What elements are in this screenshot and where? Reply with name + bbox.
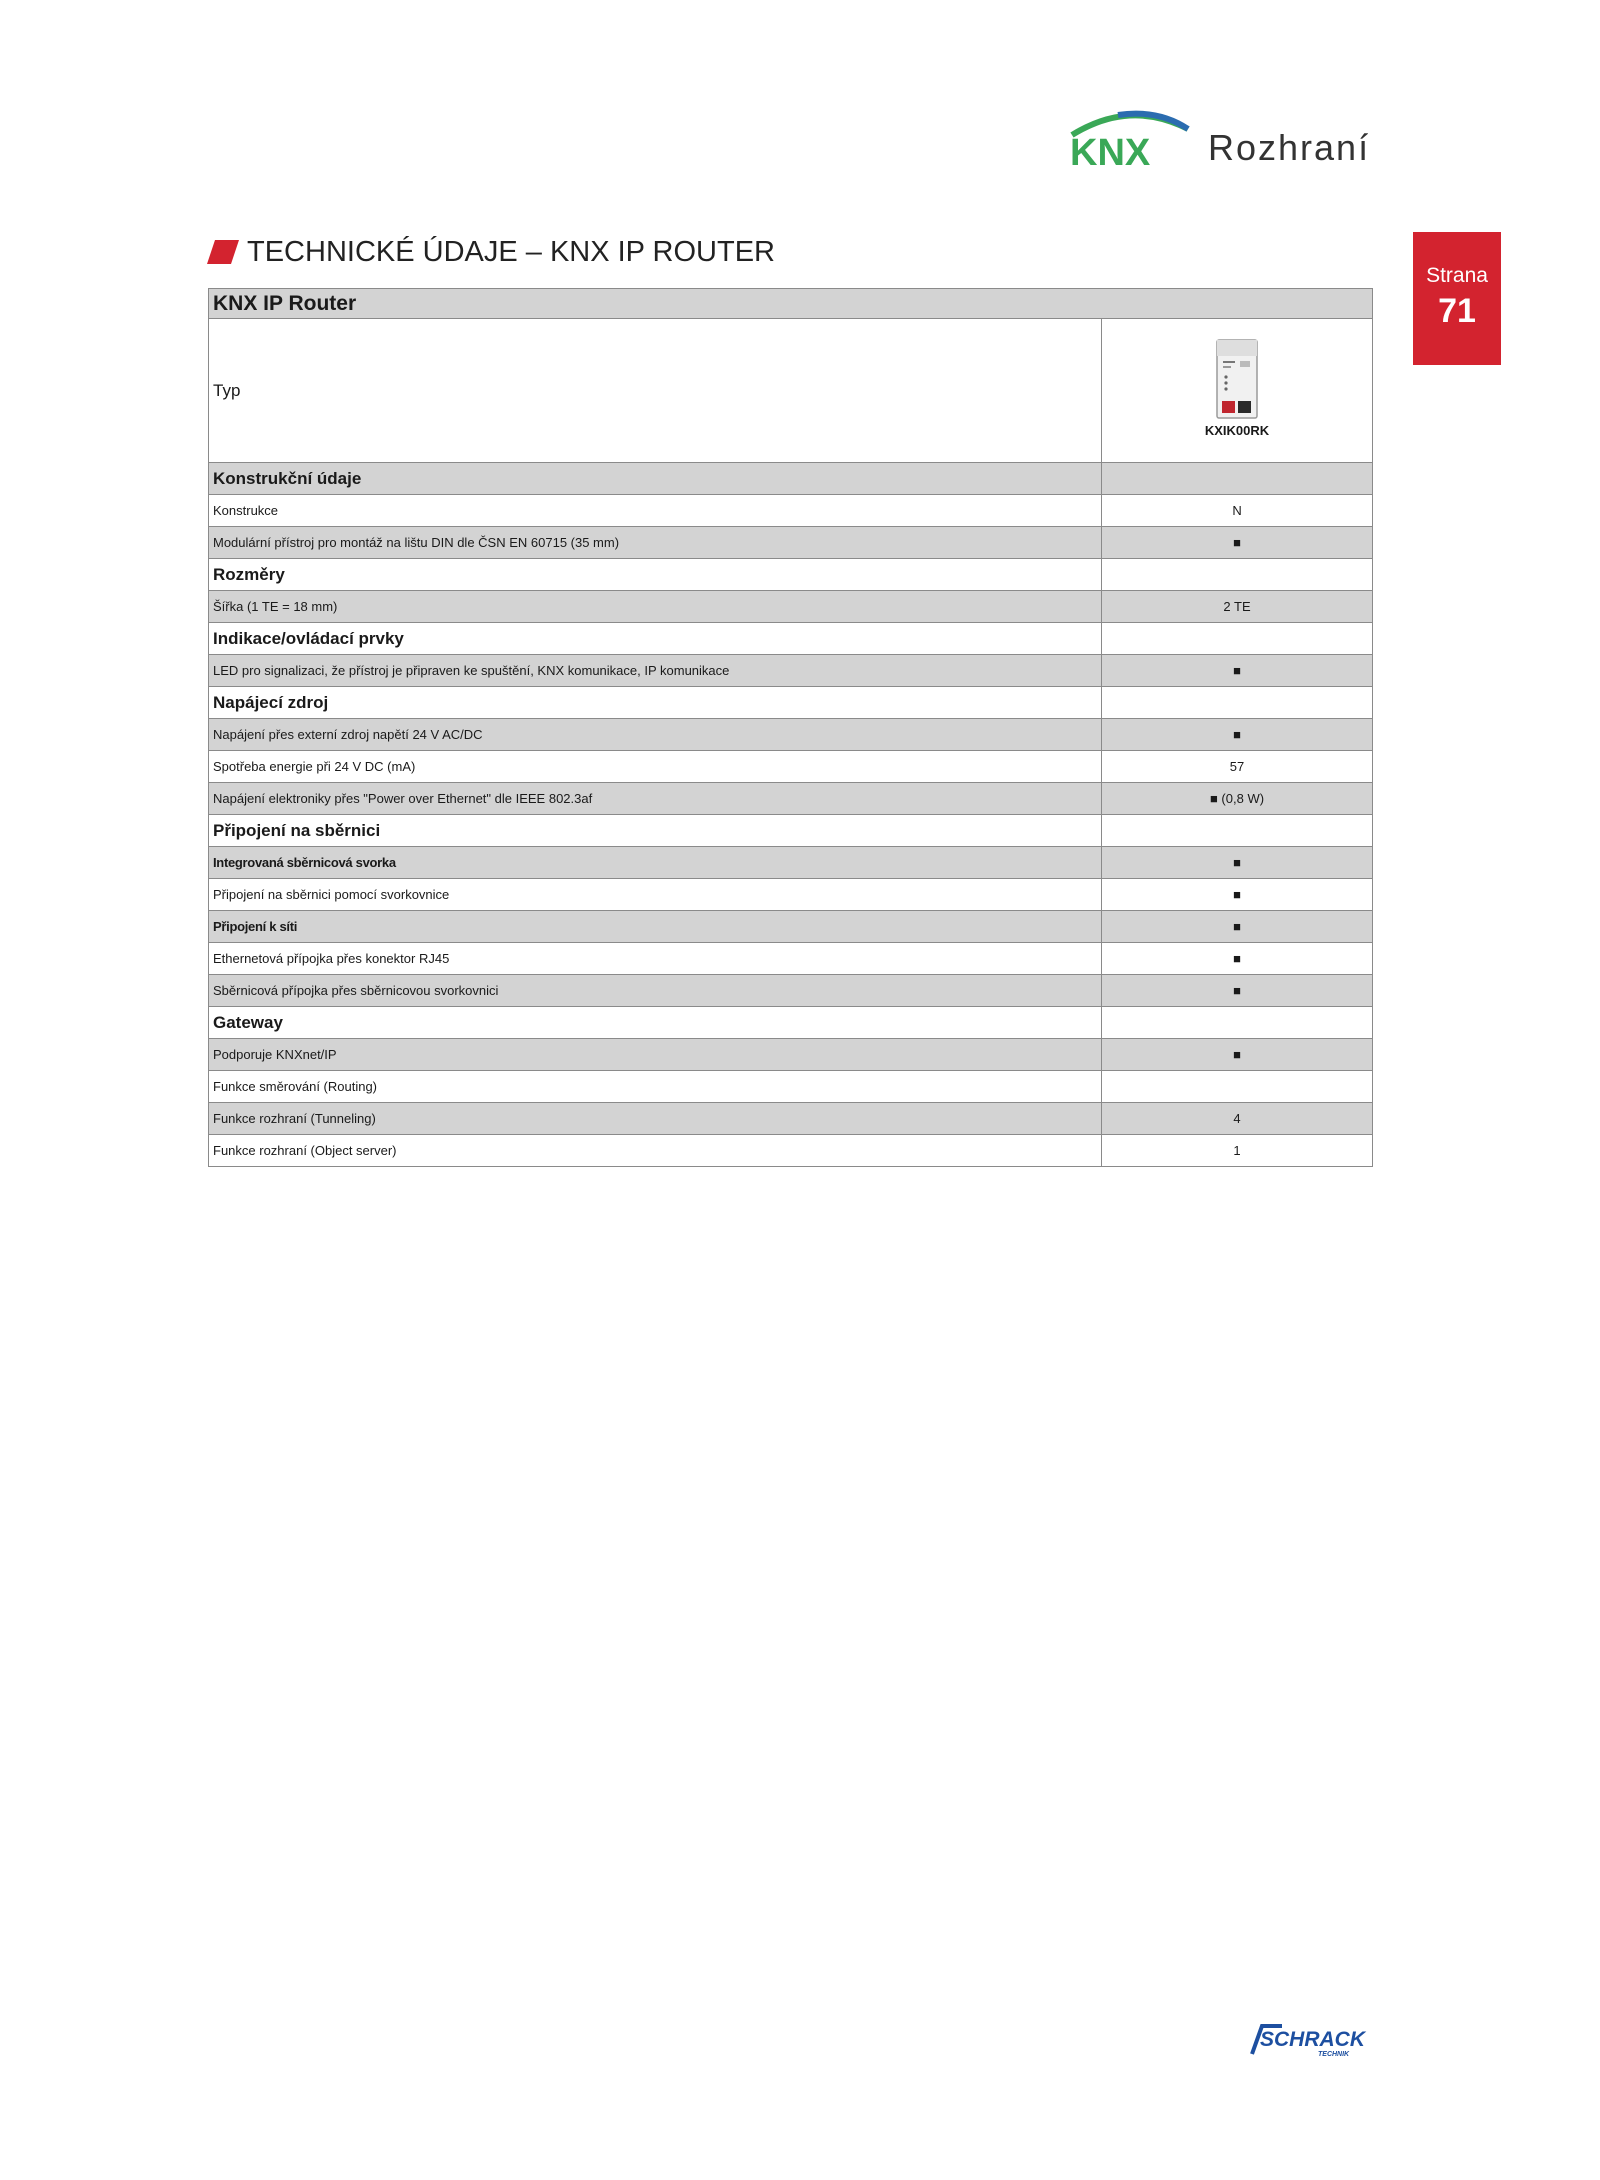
category-label: Konstrukční údaje bbox=[209, 463, 1102, 495]
row-value: 4 bbox=[1102, 1103, 1373, 1135]
row-value: ■ bbox=[1102, 879, 1373, 911]
row-label: Ethernetová přípojka přes konektor RJ45 bbox=[209, 943, 1102, 975]
row-label: Funkce rozhraní (Tunneling) bbox=[209, 1103, 1102, 1135]
table-row bbox=[209, 879, 1373, 911]
type-row bbox=[209, 319, 1373, 463]
row-label: LED pro signalizaci, že přístroj je připraven ke spuštění, KNX komunikace, IP komunikace bbox=[209, 655, 1102, 687]
row-value: ■ bbox=[1102, 527, 1373, 559]
row-value: ■ bbox=[1102, 1039, 1373, 1071]
spec-table bbox=[208, 288, 1373, 1167]
table-caption-row bbox=[209, 289, 1373, 319]
row-value: ■ (0,8 W) bbox=[1102, 783, 1373, 815]
schrack-logo-text: SCHRACK bbox=[1260, 2028, 1365, 2051]
knx-logo bbox=[1060, 105, 1200, 175]
row-value: ■ bbox=[1102, 655, 1373, 687]
table-row bbox=[209, 751, 1373, 783]
table-row bbox=[209, 943, 1373, 975]
row-value: ■ bbox=[1102, 847, 1373, 879]
schrack-logo-subtext: TECHNIK bbox=[1318, 2051, 1350, 2058]
row-label: Funkce směrování (Routing) bbox=[209, 1071, 1102, 1103]
category-label: Napájecí zdroj bbox=[209, 687, 1102, 719]
table-row bbox=[209, 527, 1373, 559]
table-caption: KNX IP Router bbox=[209, 289, 1373, 319]
row-label: Sběrnicová přípojka přes sběrnicovou svorkovnici bbox=[209, 975, 1102, 1007]
section-title bbox=[207, 232, 1107, 272]
row-label: Funkce rozhraní (Object server) bbox=[209, 1135, 1102, 1167]
category-row bbox=[209, 463, 1373, 495]
category-row bbox=[209, 815, 1373, 847]
row-value bbox=[1102, 1071, 1373, 1103]
page-number-tab bbox=[1413, 232, 1501, 365]
category-row bbox=[209, 559, 1373, 591]
table-row bbox=[209, 847, 1373, 879]
table-row bbox=[209, 495, 1373, 527]
row-value bbox=[1102, 559, 1373, 591]
schrack-logo bbox=[1248, 2022, 1376, 2062]
row-value bbox=[1102, 623, 1373, 655]
product-article-number: KXIK00RK bbox=[1204, 423, 1270, 438]
product-cell bbox=[1102, 319, 1373, 463]
row-label: Konstrukce bbox=[209, 495, 1102, 527]
table-row bbox=[209, 1039, 1373, 1071]
table-row bbox=[209, 1071, 1373, 1103]
device-image bbox=[1214, 339, 1260, 419]
knx-logo-text: KNX bbox=[1070, 132, 1151, 174]
row-value: ■ bbox=[1102, 911, 1373, 943]
page-number: 71 bbox=[1438, 292, 1476, 330]
table-row bbox=[209, 1135, 1373, 1167]
row-value: N bbox=[1102, 495, 1373, 527]
header bbox=[1050, 105, 1380, 185]
table-row bbox=[209, 655, 1373, 687]
section-marker-icon bbox=[207, 240, 239, 264]
category-row bbox=[209, 623, 1373, 655]
row-value bbox=[1102, 815, 1373, 847]
category-label: Rozměry bbox=[209, 559, 1102, 591]
category-row bbox=[209, 1007, 1373, 1039]
table-row bbox=[209, 1103, 1373, 1135]
row-value: 57 bbox=[1102, 751, 1373, 783]
row-label: Modulární přístroj pro montáž na lištu DIN dle ČSN EN 60715 (35 mm) bbox=[209, 527, 1102, 559]
header-title: Rozhraní bbox=[1208, 127, 1371, 168]
category-label: Připojení na sběrnici bbox=[209, 815, 1102, 847]
table-row bbox=[209, 719, 1373, 751]
category-label: Gateway bbox=[209, 1007, 1102, 1039]
row-label: Spotřeba energie při 24 V DC (mA) bbox=[209, 751, 1102, 783]
row-value: 1 bbox=[1102, 1135, 1373, 1167]
table-row bbox=[209, 591, 1373, 623]
category-label: Indikace/ovládací prvky bbox=[209, 623, 1102, 655]
category-row bbox=[209, 687, 1373, 719]
table-row bbox=[209, 911, 1373, 943]
row-label: Integrovaná sběrnicová svorka bbox=[209, 847, 1102, 879]
row-label: Podporuje KNXnet/IP bbox=[209, 1039, 1102, 1071]
row-label: Napájení přes externí zdroj napětí 24 V AC/DC bbox=[209, 719, 1102, 751]
type-label: Typ bbox=[209, 319, 1102, 463]
table-row bbox=[209, 975, 1373, 1007]
row-value bbox=[1102, 687, 1373, 719]
row-value bbox=[1102, 1007, 1373, 1039]
row-value: 2 TE bbox=[1102, 591, 1373, 623]
row-label: Šířka (1 TE = 18 mm) bbox=[209, 591, 1102, 623]
row-value: ■ bbox=[1102, 719, 1373, 751]
row-label: Připojení na sběrnici pomocí svorkovnice bbox=[209, 879, 1102, 911]
page-tab-label: Strana bbox=[1426, 264, 1488, 287]
table-row bbox=[209, 783, 1373, 815]
row-value: ■ bbox=[1102, 943, 1373, 975]
section-title-text: TECHNICKÉ ÚDAJE – KNX IP ROUTER bbox=[247, 236, 776, 268]
row-value bbox=[1102, 463, 1373, 495]
row-value: ■ bbox=[1102, 975, 1373, 1007]
row-label: Připojení k síti bbox=[209, 911, 1102, 943]
row-label: Napájení elektroniky přes "Power over Ethernet" dle IEEE 802.3af bbox=[209, 783, 1102, 815]
